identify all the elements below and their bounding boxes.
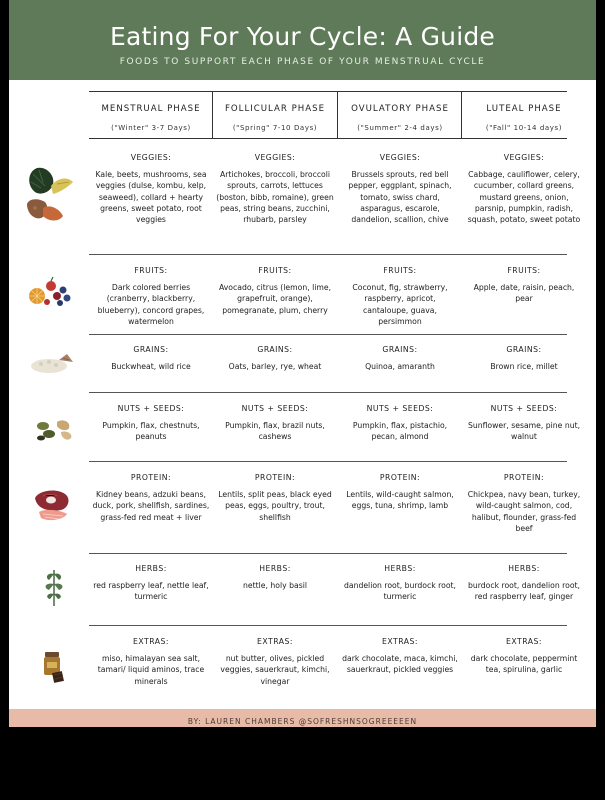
cell-text: red raspberry leaf, nettle leaf, turmeric <box>93 581 209 602</box>
nuts-seeds-icon <box>33 416 75 444</box>
row-label: HERBS: <box>508 564 540 573</box>
phase-header-luteal <box>462 92 586 132</box>
cell-fruits-luteal <box>462 265 586 305</box>
row-label: PROTEIN: <box>503 473 545 482</box>
cell-herbs-ovulatory <box>338 563 462 603</box>
cell-fruits-ovulatory <box>338 265 462 327</box>
cell-text: dandelion root, burdock root, turmeric <box>343 581 456 602</box>
cell-extras-ovulatory <box>338 636 462 676</box>
cell-veggies-follicular <box>213 152 337 225</box>
cell-nuts-seeds-follicular <box>213 403 337 443</box>
cell-protein-ovulatory <box>338 472 462 512</box>
cell-text: Lentils, split peas, black eyed peas, eggs, poultry, trout, shellfish <box>218 490 332 522</box>
row-label: HERBS: <box>384 564 416 573</box>
herbs-icon <box>39 566 69 608</box>
cell-text: Chickpea, navy bean, turkey, wild-caught salmon, cod, halibut, flounder, grass-fed beef <box>467 490 581 533</box>
cell-veggies-menstrual <box>89 152 213 225</box>
cell-text: Pumpkin, flax, pistachio, pecan, almond <box>352 421 448 442</box>
row-label: NUTS + SEEDS: <box>366 404 434 413</box>
phase-header-ovulatory <box>338 92 462 132</box>
cell-grains-follicular <box>213 344 337 372</box>
row-label: HERBS: <box>135 564 167 573</box>
cell-text: Buckwheat, wild rice <box>111 362 191 372</box>
row-label: PROTEIN: <box>254 473 296 482</box>
cell-text: nut butter, olives, pickled veggies, sauerkraut, kimchi, vinegar <box>220 654 330 686</box>
row-divider <box>89 334 567 335</box>
row-divider <box>89 254 567 255</box>
cell-grains-menstrual <box>89 344 213 372</box>
cell-text: Kidney beans, adzuki beans, duck, pork, shellfish, sardines, grass-fed red meat + liver <box>92 490 210 522</box>
cell-protein-follicular <box>213 472 337 523</box>
cell-grains-ovulatory <box>338 344 462 372</box>
header-bottom-rule <box>89 138 567 139</box>
row-label: FRUITS: <box>258 266 292 275</box>
row-label: HERBS: <box>259 564 291 573</box>
cell-text: Sunflower, sesame, pine nut, walnut <box>467 421 581 442</box>
row-divider <box>89 625 567 626</box>
cell-extras-luteal <box>462 636 586 676</box>
cell-extras-follicular <box>213 636 337 687</box>
row-label: NUTS + SEEDS: <box>117 404 185 413</box>
row-label: PROTEIN: <box>130 473 172 482</box>
row-label: VEGGIES: <box>254 153 296 162</box>
row-label: EXTRAS: <box>506 637 542 646</box>
phase-header-follicular <box>213 92 337 132</box>
cell-text: Quinoa, amaranth <box>365 362 435 372</box>
page-title: Eating For Your Cycle: A Guide <box>109 22 495 51</box>
row-label: EXTRAS: <box>133 637 169 646</box>
phase-name: LUTEAL PHASE <box>486 104 562 114</box>
row-label: FRUITS: <box>134 266 168 275</box>
row-label: GRAINS: <box>257 345 293 354</box>
phase-season: ("Winter" 3-7 Days) <box>111 124 191 132</box>
cell-fruits-follicular <box>213 265 337 316</box>
phase-name: FOLLICULAR PHASE <box>224 104 326 114</box>
author-credit: BY: LAUREN CHAMBERS @SOFRESHNSOGREEEEEN <box>187 717 418 726</box>
fruits-icon <box>27 276 77 310</box>
cell-text: Pumpkin, flax, chestnuts, peanuts <box>102 421 200 442</box>
phase-name: MENSTRUAL PHASE <box>101 104 201 114</box>
grains-icon <box>29 350 75 376</box>
row-label: VEGGIES: <box>503 153 545 162</box>
cell-text: Coconut, fig, strawberry, raspberry, apricot, cantaloupe, guava, persimmon <box>352 283 448 326</box>
cell-text: Pumpkin, flax, brazil nuts, cashews <box>225 421 325 442</box>
cell-herbs-follicular <box>213 563 337 591</box>
cell-text: Cabbage, cauliflower, celery, cucumber, collard greens, mustard greens, onion, parsnip, pumpkin, radish, squash, potato, sweet potato <box>467 170 581 225</box>
row-label: FRUITS: <box>507 266 541 275</box>
row-label: EXTRAS: <box>257 637 293 646</box>
guide-sheet <box>9 0 596 727</box>
row-divider <box>89 392 567 393</box>
cell-text: Oats, barley, rye, wheat <box>228 362 322 372</box>
cell-herbs-luteal <box>462 563 586 603</box>
row-label: GRAINS: <box>133 345 169 354</box>
phase-season: ("Summer" 2-4 days) <box>357 124 443 132</box>
cell-text: Brown rice, millet <box>490 362 558 372</box>
cell-text: Brussels sprouts, red bell pepper, eggplant, spinach, tomato, swiss chard, asparagus, escarole, dandelion, scallion, chive <box>348 170 452 225</box>
page-subtitle: FOODS TO SUPPORT EACH PHASE OF YOUR MENSTRUAL CYCLE <box>119 57 486 67</box>
row-label: NUTS + SEEDS: <box>241 404 309 413</box>
footer-banner <box>9 709 596 727</box>
cell-veggies-ovulatory <box>338 152 462 225</box>
cell-text: dark chocolate, peppermint tea, spirulina, garlic <box>470 654 578 675</box>
cell-nuts-seeds-luteal <box>462 403 586 443</box>
cell-herbs-menstrual <box>89 563 213 603</box>
cell-fruits-menstrual <box>89 265 213 327</box>
cell-nuts-seeds-menstrual <box>89 403 213 443</box>
row-divider <box>89 461 567 462</box>
cell-text: miso, himalayan sea salt, tamari/ liquid aminos, trace minerals <box>97 654 205 686</box>
row-label: EXTRAS: <box>382 637 418 646</box>
veggies-icon <box>23 164 83 228</box>
cell-text: Lentils, wild-caught salmon, eggs, tuna, shrimp, lamb <box>346 490 454 511</box>
cell-text: burdock root, dandelion root, red raspberry leaf, ginger <box>467 581 580 602</box>
cell-text: Kale, beets, mushrooms, sea veggies (dulse, kombu, kelp, seaweed), collard + hearty greens, sweet potato, root veggies <box>95 170 207 225</box>
cell-text: Artichokes, broccoli, broccoli sprouts, carrots, lettuces (boston, bibb, romaine), green peas, string beans, zucchini, rhubarb, parsley <box>216 170 334 225</box>
cell-extras-menstrual <box>89 636 213 687</box>
row-divider <box>89 553 567 554</box>
header-banner <box>9 0 596 80</box>
row-label: GRAINS: <box>382 345 418 354</box>
cell-text: Dark colored berries (cranberry, blackberry, blueberry), concord grapes, watermelon <box>97 283 205 326</box>
row-label: VEGGIES: <box>130 153 172 162</box>
phase-name: OVULATORY PHASE <box>351 104 449 114</box>
cell-grains-luteal <box>462 344 586 372</box>
cell-text: Apple, date, raisin, peach, pear <box>473 283 575 304</box>
cell-text: Avocado, citrus (lemon, lime, grapefruit, orange), pomegranate, plum, cherry <box>218 283 332 315</box>
cell-veggies-luteal <box>462 152 586 225</box>
phase-season: ("Fall" 10-14 days) <box>485 124 563 132</box>
cell-protein-luteal <box>462 472 586 534</box>
row-label: FRUITS: <box>383 266 417 275</box>
row-label: PROTEIN: <box>379 473 421 482</box>
row-label: GRAINS: <box>506 345 542 354</box>
row-label: VEGGIES: <box>379 153 421 162</box>
phase-header-menstrual <box>89 92 213 132</box>
cell-protein-menstrual <box>89 472 213 523</box>
cell-nuts-seeds-ovulatory <box>338 403 462 443</box>
extras-icon <box>39 650 73 686</box>
phase-season: ("Spring" 7-10 Days) <box>232 124 318 132</box>
cell-text: nettle, holy basil <box>243 581 307 591</box>
protein-icon <box>29 486 79 526</box>
cell-text: dark chocolate, maca, kimchi, sauerkraut, pickled veggies <box>342 654 458 675</box>
row-label: NUTS + SEEDS: <box>490 404 558 413</box>
